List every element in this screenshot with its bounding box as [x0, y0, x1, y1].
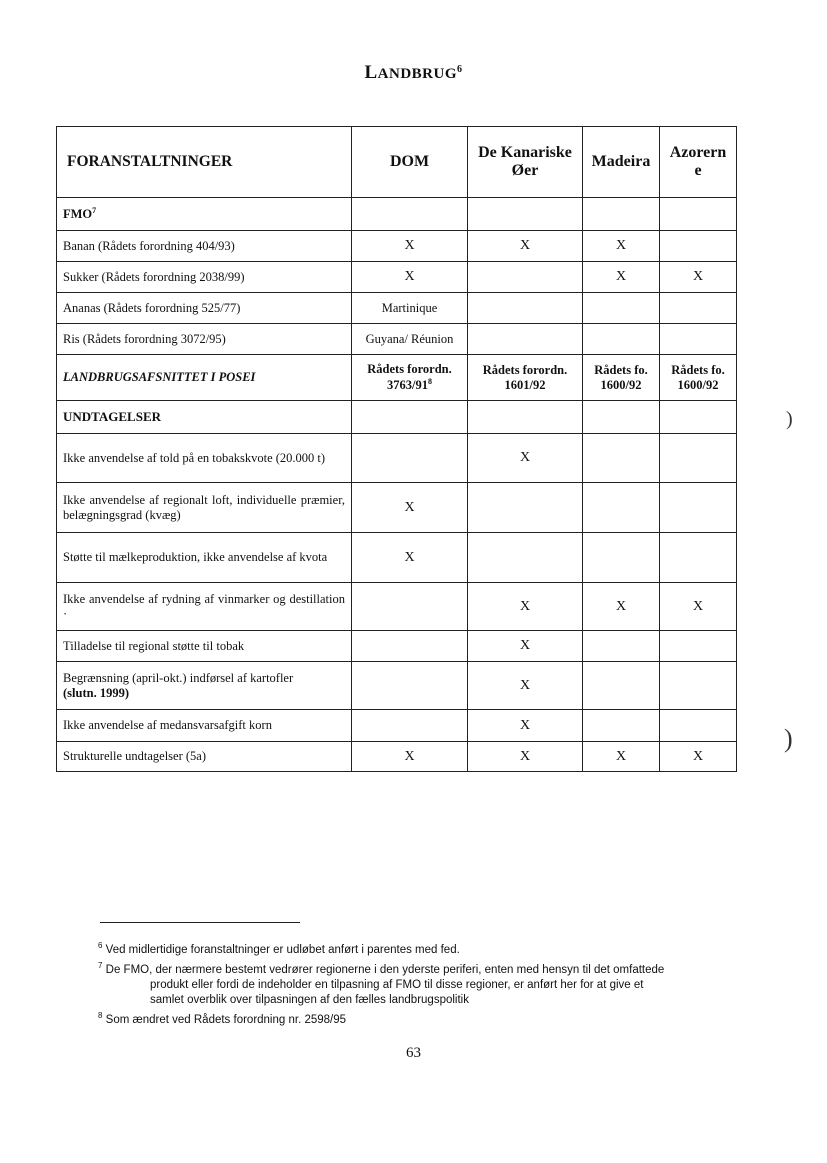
posei-azo-line2: 1600/92 [677, 377, 719, 392]
cell-azorerne [660, 710, 737, 742]
cell-dom: X [352, 742, 468, 772]
page-number: 63 [406, 1045, 421, 1061]
posei-dom-line2: 3763/91 [387, 378, 428, 393]
posei-dom-footnote-ref: 8 [427, 376, 432, 386]
cell-madeira [583, 434, 660, 483]
fmo-footnote-ref: 7 [92, 205, 97, 215]
cell-dom [352, 434, 468, 483]
page-title [0, 62, 827, 84]
table-row [57, 533, 737, 583]
table-row [57, 662, 737, 710]
footnote-7-line1: De FMO, der nærmere bestemt vedrører regionerne i den yderste periferi, enten med hensyn til det omfattede [105, 963, 665, 976]
posei-mad-line2: 1600/92 [600, 377, 642, 392]
title-footnote-ref: 6 [457, 64, 463, 75]
cell-madeira [583, 324, 660, 355]
cell-kanariske [468, 262, 583, 293]
posei-azorerne [660, 355, 737, 401]
cell-kanariske [468, 483, 583, 533]
cell-madeira: X [583, 742, 660, 772]
posei-kanariske [468, 355, 583, 401]
table-row [57, 483, 737, 533]
posei-dom [352, 355, 468, 401]
posei-mad-line1: Rådets fo. [594, 362, 648, 377]
cell-azorerne [660, 324, 737, 355]
cell-dom: Martinique [352, 293, 468, 324]
table-row [57, 742, 737, 772]
header-row [57, 127, 737, 198]
footnote-7 [98, 958, 728, 978]
cell-dom: X [352, 533, 468, 583]
posei-label: LANDBRUGSAFSNITTET I POSEI [57, 355, 352, 401]
header-azorerne [660, 127, 737, 198]
cell-kanariske: X [468, 710, 583, 742]
table-row [57, 583, 737, 631]
row-label: Ikke anvendelse af medansvarsafgift korn [57, 710, 352, 742]
table-row [57, 631, 737, 662]
table-row [57, 293, 737, 324]
row-label: Ananas (Rådets forordning 525/77) [57, 293, 352, 324]
footnote-6-text: Ved midlertidige foranstaltninger er udløbet anført i parentes med fed. [105, 943, 460, 956]
row-label: Banan (Rådets forordning 404/93) [57, 231, 352, 262]
cell-kanariske: X [468, 231, 583, 262]
cell-dom: Guyana/ Réunion [352, 324, 468, 355]
row-label: Støtte til mælkeproduktion, ikke anvendelse af kvota [57, 533, 352, 583]
cell-kanariske: X [468, 662, 583, 710]
footnote-separator [100, 922, 300, 923]
scan-artifact-bracket-icon: ) [784, 724, 793, 753]
cell-madeira [583, 293, 660, 324]
cell-azorerne [660, 293, 737, 324]
cell-azorerne [660, 631, 737, 662]
cell-madeira [583, 662, 660, 710]
cell-kanariske [468, 324, 583, 355]
scan-artifact-bracket-icon: ) [786, 408, 793, 430]
cell-azorerne [660, 533, 737, 583]
footnote-6-number: 6 [98, 941, 103, 950]
footnote-7-number: 7 [98, 960, 103, 970]
cell-dom: X [352, 231, 468, 262]
row-label-bold: (slutn. 1999) [63, 685, 129, 700]
header-foranstaltninger: FORANSTALTNINGER [57, 127, 352, 198]
posei-kan-line1: Rådets forordn. [482, 362, 568, 377]
posei-madeira [583, 355, 660, 401]
cell-madeira: X [583, 231, 660, 262]
row-label: Ikke anvendelse af told på en tobakskvote (20.000 t) [57, 434, 352, 483]
cell-madeira [583, 533, 660, 583]
cell-madeira [583, 710, 660, 742]
footnote-7-line3: samlet overblik over tilpasningen af den fælles landbrugspolitik [150, 993, 469, 1006]
undtagelser-row [57, 401, 737, 434]
cell-madeira [583, 631, 660, 662]
posei-row [57, 355, 737, 401]
header-dom: DOM [352, 127, 468, 198]
footnote-6 [98, 938, 728, 958]
cell-kanariske: X [468, 583, 583, 631]
cell-azorerne: X [660, 583, 737, 631]
header-azorerne-a: Azorern [669, 144, 727, 161]
table-row [57, 324, 737, 355]
table-row [57, 710, 737, 742]
cell-kanariske: X [468, 434, 583, 483]
footnote-8-text: Som ændret ved Rådets forordning nr. 2598/95 [105, 1013, 347, 1026]
cell-dom [352, 583, 468, 631]
header-madeira: Madeira [583, 127, 660, 198]
cell-dom [352, 631, 468, 662]
row-label: Ikke anvendelse af rydning af vinmarker og destillation · [57, 583, 352, 631]
cell-madeira: X [583, 583, 660, 631]
row-label: Sukker (Rådets forordning 2038/99) [57, 262, 352, 293]
cell-madeira: X [583, 262, 660, 293]
fmo-text: FMO [63, 207, 93, 222]
footnote-8-number: 8 [98, 1010, 103, 1020]
posei-azo-line1: Rådets fo. [671, 362, 725, 377]
cell-azorerne: X [660, 742, 737, 772]
cell-dom: X [352, 483, 468, 533]
fmo-row [57, 198, 737, 231]
table-row [57, 231, 737, 262]
header-azorerne-b: e [694, 162, 702, 179]
fmo-label [57, 198, 352, 231]
cell-dom: X [352, 262, 468, 293]
row-label [57, 662, 352, 710]
cell-dom [352, 662, 468, 710]
row-label: Strukturelle undtagelser (5a) [57, 742, 352, 772]
header-kanariske: De Kanariske Øer [468, 127, 583, 198]
cell-azorerne [660, 434, 737, 483]
row-label: Ris (Rådets forordning 3072/95) [57, 324, 352, 355]
row-label-text: Begrænsning (april-okt.) indførsel af kartofler [63, 670, 294, 685]
cell-dom [352, 710, 468, 742]
cell-kanariske: X [468, 742, 583, 772]
cell-kanariske: X [468, 631, 583, 662]
cell-madeira [583, 483, 660, 533]
cell-azorerne [660, 662, 737, 710]
table-row [57, 434, 737, 483]
posei-dom-line1: Rådets forordn. [367, 361, 452, 376]
title-rest: ANDBRUG [377, 66, 458, 82]
posei-kan-line2: 1601/92 [504, 377, 546, 392]
cell-azorerne: X [660, 262, 737, 293]
footnote-8 [98, 1008, 728, 1028]
cell-azorerne [660, 483, 737, 533]
cell-azorerne [660, 231, 737, 262]
row-label: Ikke anvendelse af regionalt loft, individuelle præmier, belægningsgrad (kvæg) [57, 483, 352, 533]
footnote-7-line2: produkt eller fordi de indeholder en tilpasning af FMO til disse regioner, er anført her for at give et [150, 978, 644, 991]
cell-kanariske [468, 533, 583, 583]
footnotes [98, 938, 728, 1027]
table-row [57, 262, 737, 293]
cell-kanariske [468, 293, 583, 324]
title-initial: L [364, 62, 378, 83]
row-label: Tilladelse til regional støtte til tobak [57, 631, 352, 662]
measures-table [56, 126, 737, 772]
undtagelser-label: UNDTAGELSER [57, 401, 352, 434]
